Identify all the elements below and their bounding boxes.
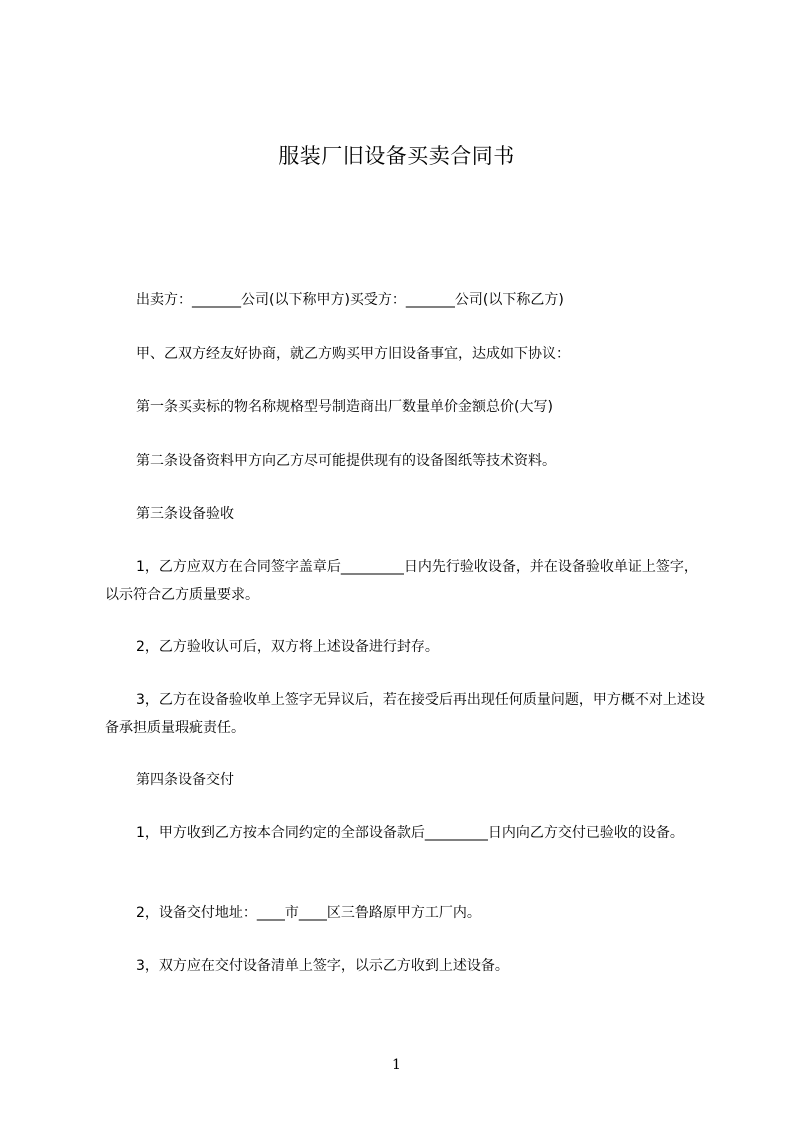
article-3-clause-3: 3，乙方在设备验收单上签字无异议后，若在接受后再出现任何质量问题，甲方概不对上述设备承担质量瑕疵责任。 <box>105 692 705 736</box>
article-3-clause-1: 1，乙方应双方在合同签字盖章后_________日内先行验收设备，并在设备验收单证上签字，以示符合乙方质量要求。 <box>105 559 698 603</box>
agreement-intro: 甲、乙双方经友好协商，就乙方购买甲方旧设备事宜，达成如下协议： <box>136 346 570 362</box>
page-number: 1 <box>392 1057 401 1073</box>
article-3-heading: 第三条设备验收 <box>136 506 234 522</box>
article-4-clause-3: 3，双方应在交付设备清单上签字，以示乙方收到上述设备。 <box>136 958 509 974</box>
article-2: 第二条设备资料甲方向乙方尽可能提供现有的设备图纸等技术资料。 <box>136 453 556 469</box>
seller-buyer-line: 出卖方：_______公司(以下称甲方)买受方：_______公司(以下称乙方) <box>136 292 564 308</box>
article-3-clause-2: 2，乙方验收认可后，双方将上述设备进行封存。 <box>136 639 439 655</box>
article-4-heading: 第四条设备交付 <box>136 772 234 788</box>
article-4-clause-2: 2，设备交付地址：____市____区三鲁路原甲方工厂内。 <box>136 905 481 921</box>
article-4-clause-1: 1，甲方收到乙方按本合同约定的全部设备款后_________日内向乙方交付已验收的设备。 <box>136 825 684 841</box>
document-title: 服装厂旧设备买卖合同书 <box>278 144 515 168</box>
article-1: 第一条买卖标的物名称规格型号制造商出厂数量单价金额总价(大写) <box>136 399 553 415</box>
